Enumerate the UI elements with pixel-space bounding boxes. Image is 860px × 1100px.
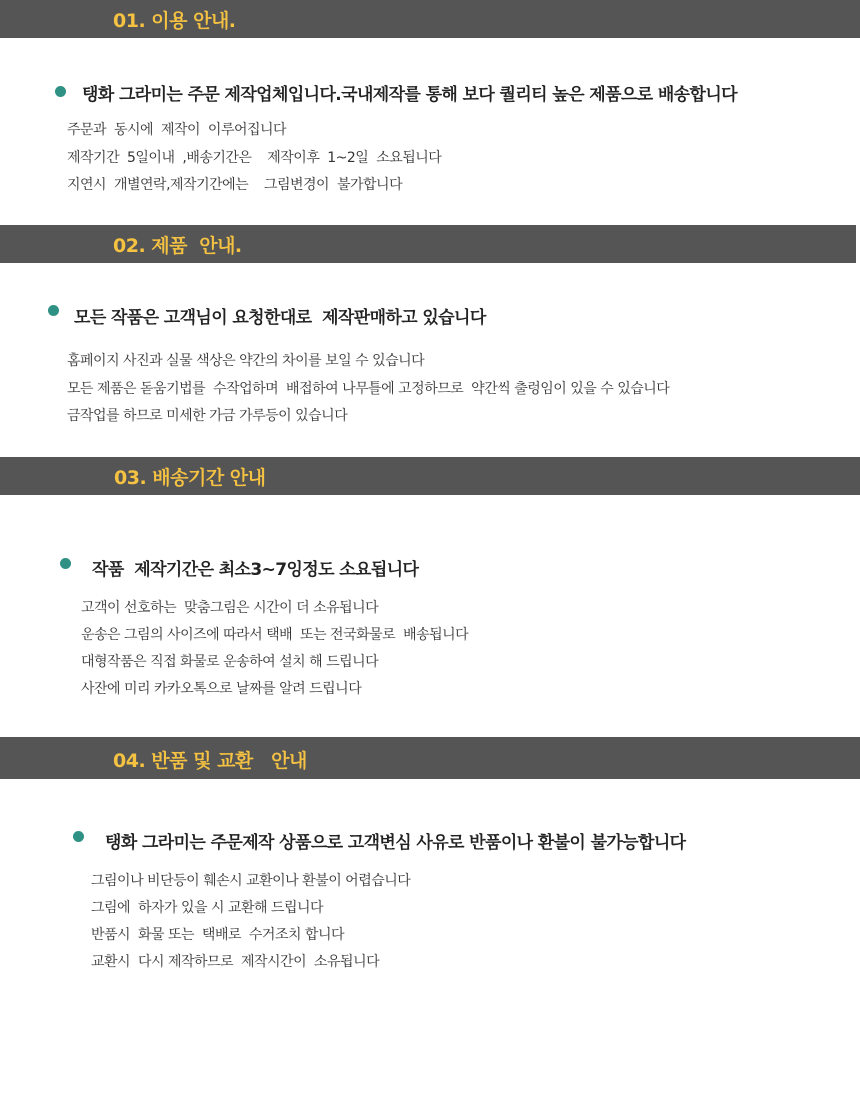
section-3-line-1: 고객이 선호하는 맞춤그림은 시간이 더 소유됩니다 — [81, 600, 379, 616]
section-2-header-bar — [0, 225, 856, 263]
section-3-line-2: 운송은 그림의 사이즈에 따라서 택배 또는 전국화물로 배송됩니다 — [81, 627, 469, 643]
section-4-line-4: 교환시 다시 제작하므로 제작시간이 소유됩니다 — [91, 954, 380, 970]
section-3-line-4: 사잔에 미리 카카오톡으로 날짜를 알려 드립니다 — [81, 681, 362, 697]
bullet-dot-icon — [73, 831, 84, 842]
section-3-title: 03. 배송기간 안내 — [114, 467, 266, 489]
section-4-line-2: 그림에 하자가 있을 시 교환해 드립니다 — [91, 900, 324, 916]
section-3-line-3: 대형작품은 직접 화물로 운송하여 설치 해 드립니다 — [81, 654, 379, 670]
section-1-line-3: 지연시 개별연락,제작기간에는 그림변경이 불가합니다 — [67, 177, 403, 193]
section-1-title: 01. 이용 안내. — [113, 10, 236, 32]
section-2-line-1: 홈페이지 사진과 실물 색상은 약간의 차이를 보일 수 있습니다 — [67, 353, 425, 369]
bullet-dot-icon — [60, 558, 71, 569]
bullet-dot-icon — [48, 305, 59, 316]
section-1-headline: 탱화 그라미는 주문 제작업체입니다.국내제작를 통해 보다 퀄리티 높은 제품으로 배송합니다 — [82, 85, 737, 105]
section-3-header-bar — [0, 457, 860, 495]
section-2-line-2: 모든 제품은 돋움기법를 수작업하며 배접하여 나무틀에 고정하므로 약간씩 출렁임이 있을 수 있습니다 — [67, 381, 670, 397]
section-4-header-bar — [0, 737, 860, 779]
bullet-dot-icon — [55, 86, 66, 97]
section-4-line-3: 반품시 화물 또는 택배로 수거조치 합니다 — [91, 927, 345, 943]
section-2-headline: 모든 작품은 고객님이 요청한대로 제작판매하고 있습니다 — [74, 308, 486, 328]
section-2-title: 02. 제품 안내. — [113, 235, 242, 257]
section-2-line-3: 금작업를 하므로 미세한 가금 가루등이 있습니다 — [67, 408, 348, 424]
section-4-line-1: 그림이나 비단등이 훼손시 교환이나 환불이 어렵습니다 — [91, 873, 411, 889]
section-1-line-1: 주문과 동시에 제작이 이루어집니다 — [67, 122, 287, 138]
section-1-header-bar — [0, 0, 860, 38]
section-4-headline: 탱화 그라미는 주문제작 상품으로 고객변심 사유로 반품이나 환불이 불가능합니다 — [105, 833, 686, 853]
section-4-title: 04. 반품 및 교환 안내 — [113, 750, 307, 772]
section-1-line-2: 제작기간 5일이내 ,배송기간은 제작이후 1~2일 소요됩니다 — [67, 150, 442, 166]
section-3-headline: 작품 제작기간은 최소3~7잉정도 소요됩니다 — [92, 560, 419, 580]
